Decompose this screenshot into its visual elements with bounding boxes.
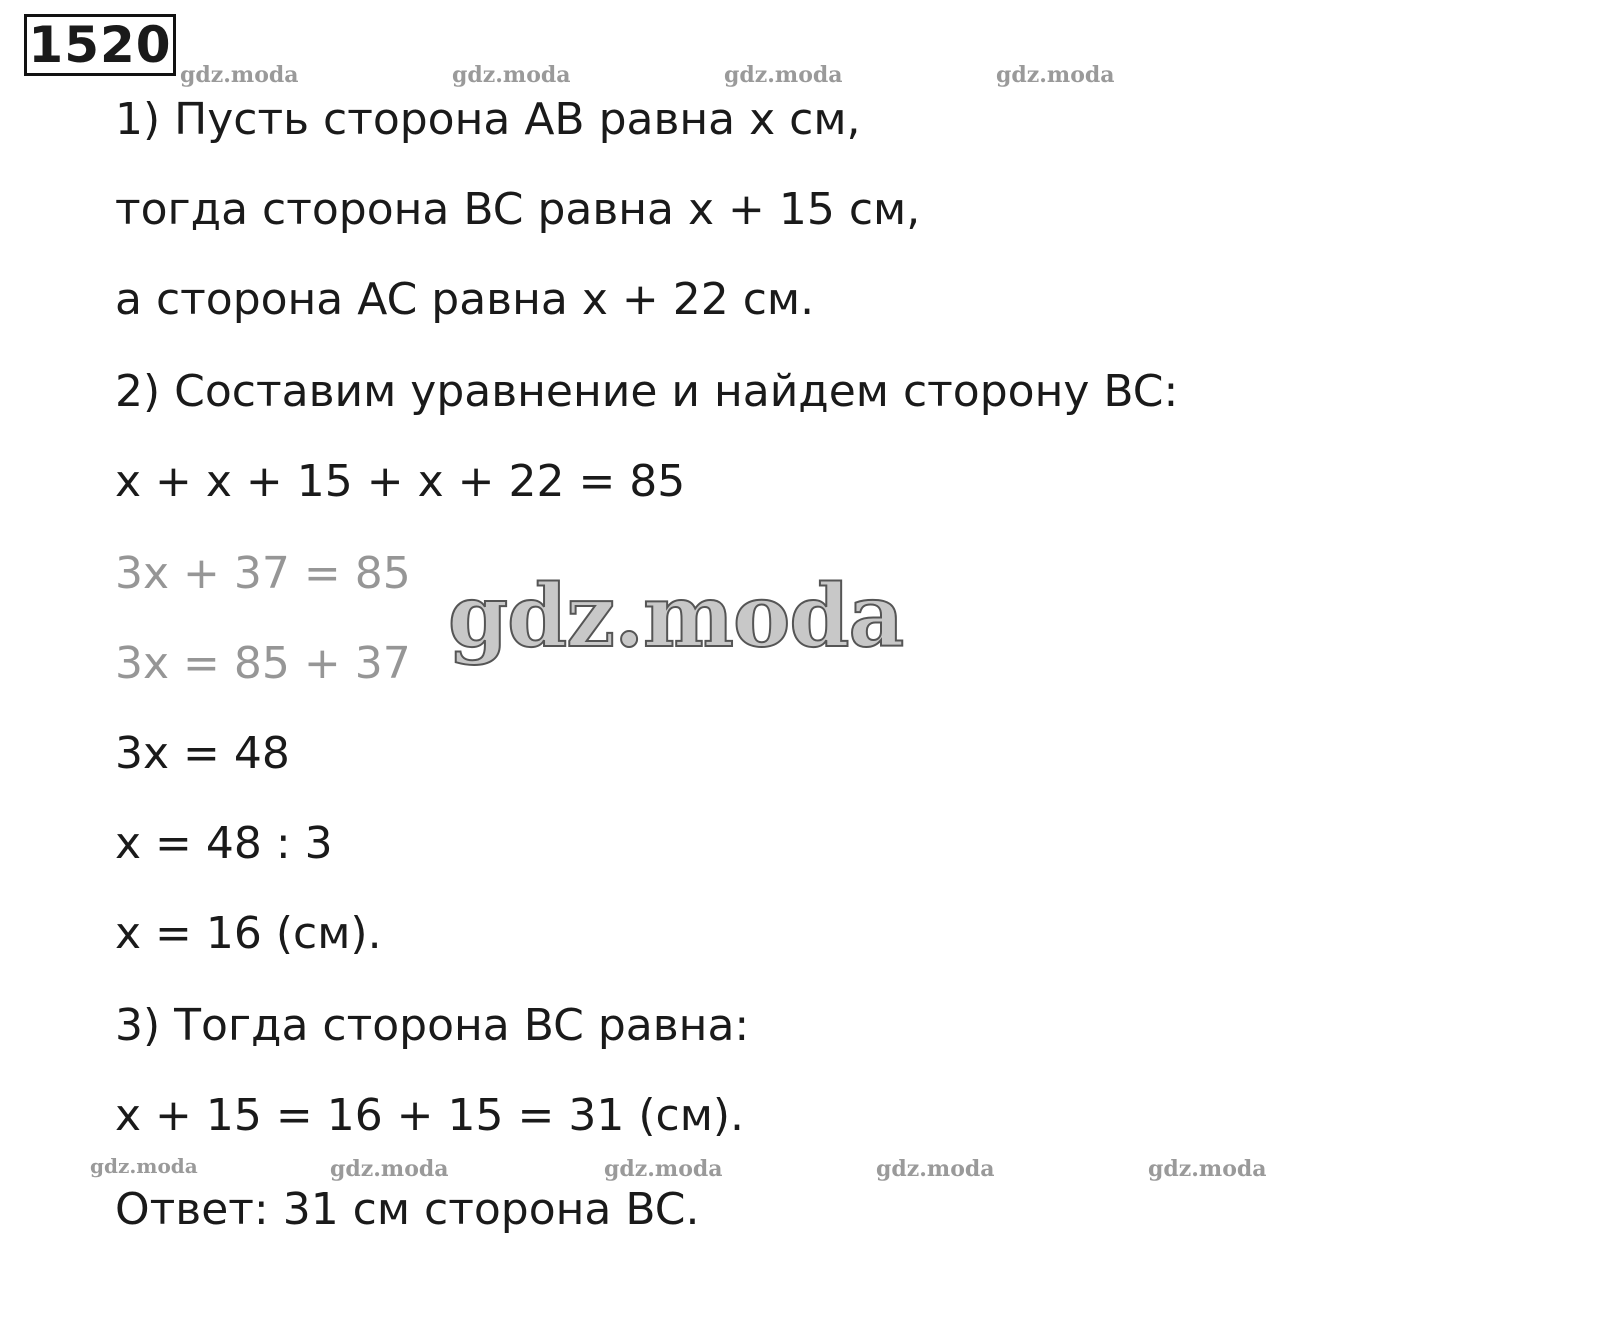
watermark-logo: gdz.moda: [90, 1154, 198, 1178]
watermark-logo: gdz.moda: [452, 62, 571, 88]
equation-line-1: x + x + 15 + x + 22 = 85: [115, 456, 686, 507]
watermark-logo: gdz.moda: [876, 1156, 995, 1182]
solution-line-2: тогда сторона BC равна x + 15 см,: [115, 184, 921, 235]
solution-line-4: 2) Составим уравнение и найдем сторону BC:: [115, 366, 1179, 417]
equation-line-7: x + 15 = 16 + 15 = 31 (см).: [115, 1090, 745, 1141]
solution-line-5: 3) Тогда сторона BC равна:: [115, 1000, 750, 1051]
equation-line-4: 3x = 48: [115, 728, 290, 779]
watermark-logo: gdz.moda: [180, 62, 299, 88]
watermark-logo: gdz.moda: [996, 62, 1115, 88]
equation-line-6: x = 16 (см).: [115, 908, 382, 959]
solution-line-3: а сторона AC равна x + 22 см.: [115, 274, 815, 325]
equation-line-3: 3x = 85 + 37: [115, 638, 411, 689]
watermark-logo: gdz.moda: [724, 62, 843, 88]
problem-number-box: 1520: [24, 14, 176, 76]
equation-line-2: 3x + 37 = 85: [115, 548, 411, 599]
watermark-logo: gdz.moda: [1148, 1156, 1267, 1182]
solution-line-1: 1) Пусть сторона AB равна x см,: [115, 94, 861, 145]
watermark-logo: gdz.moda: [604, 1156, 723, 1182]
watermark-logo-large: gdz.moda: [448, 566, 904, 667]
answer-line: Ответ: 31 см сторона BC.: [115, 1184, 700, 1235]
equation-line-5: x = 48 : 3: [115, 818, 333, 869]
watermark-logo: gdz.moda: [330, 1156, 449, 1182]
